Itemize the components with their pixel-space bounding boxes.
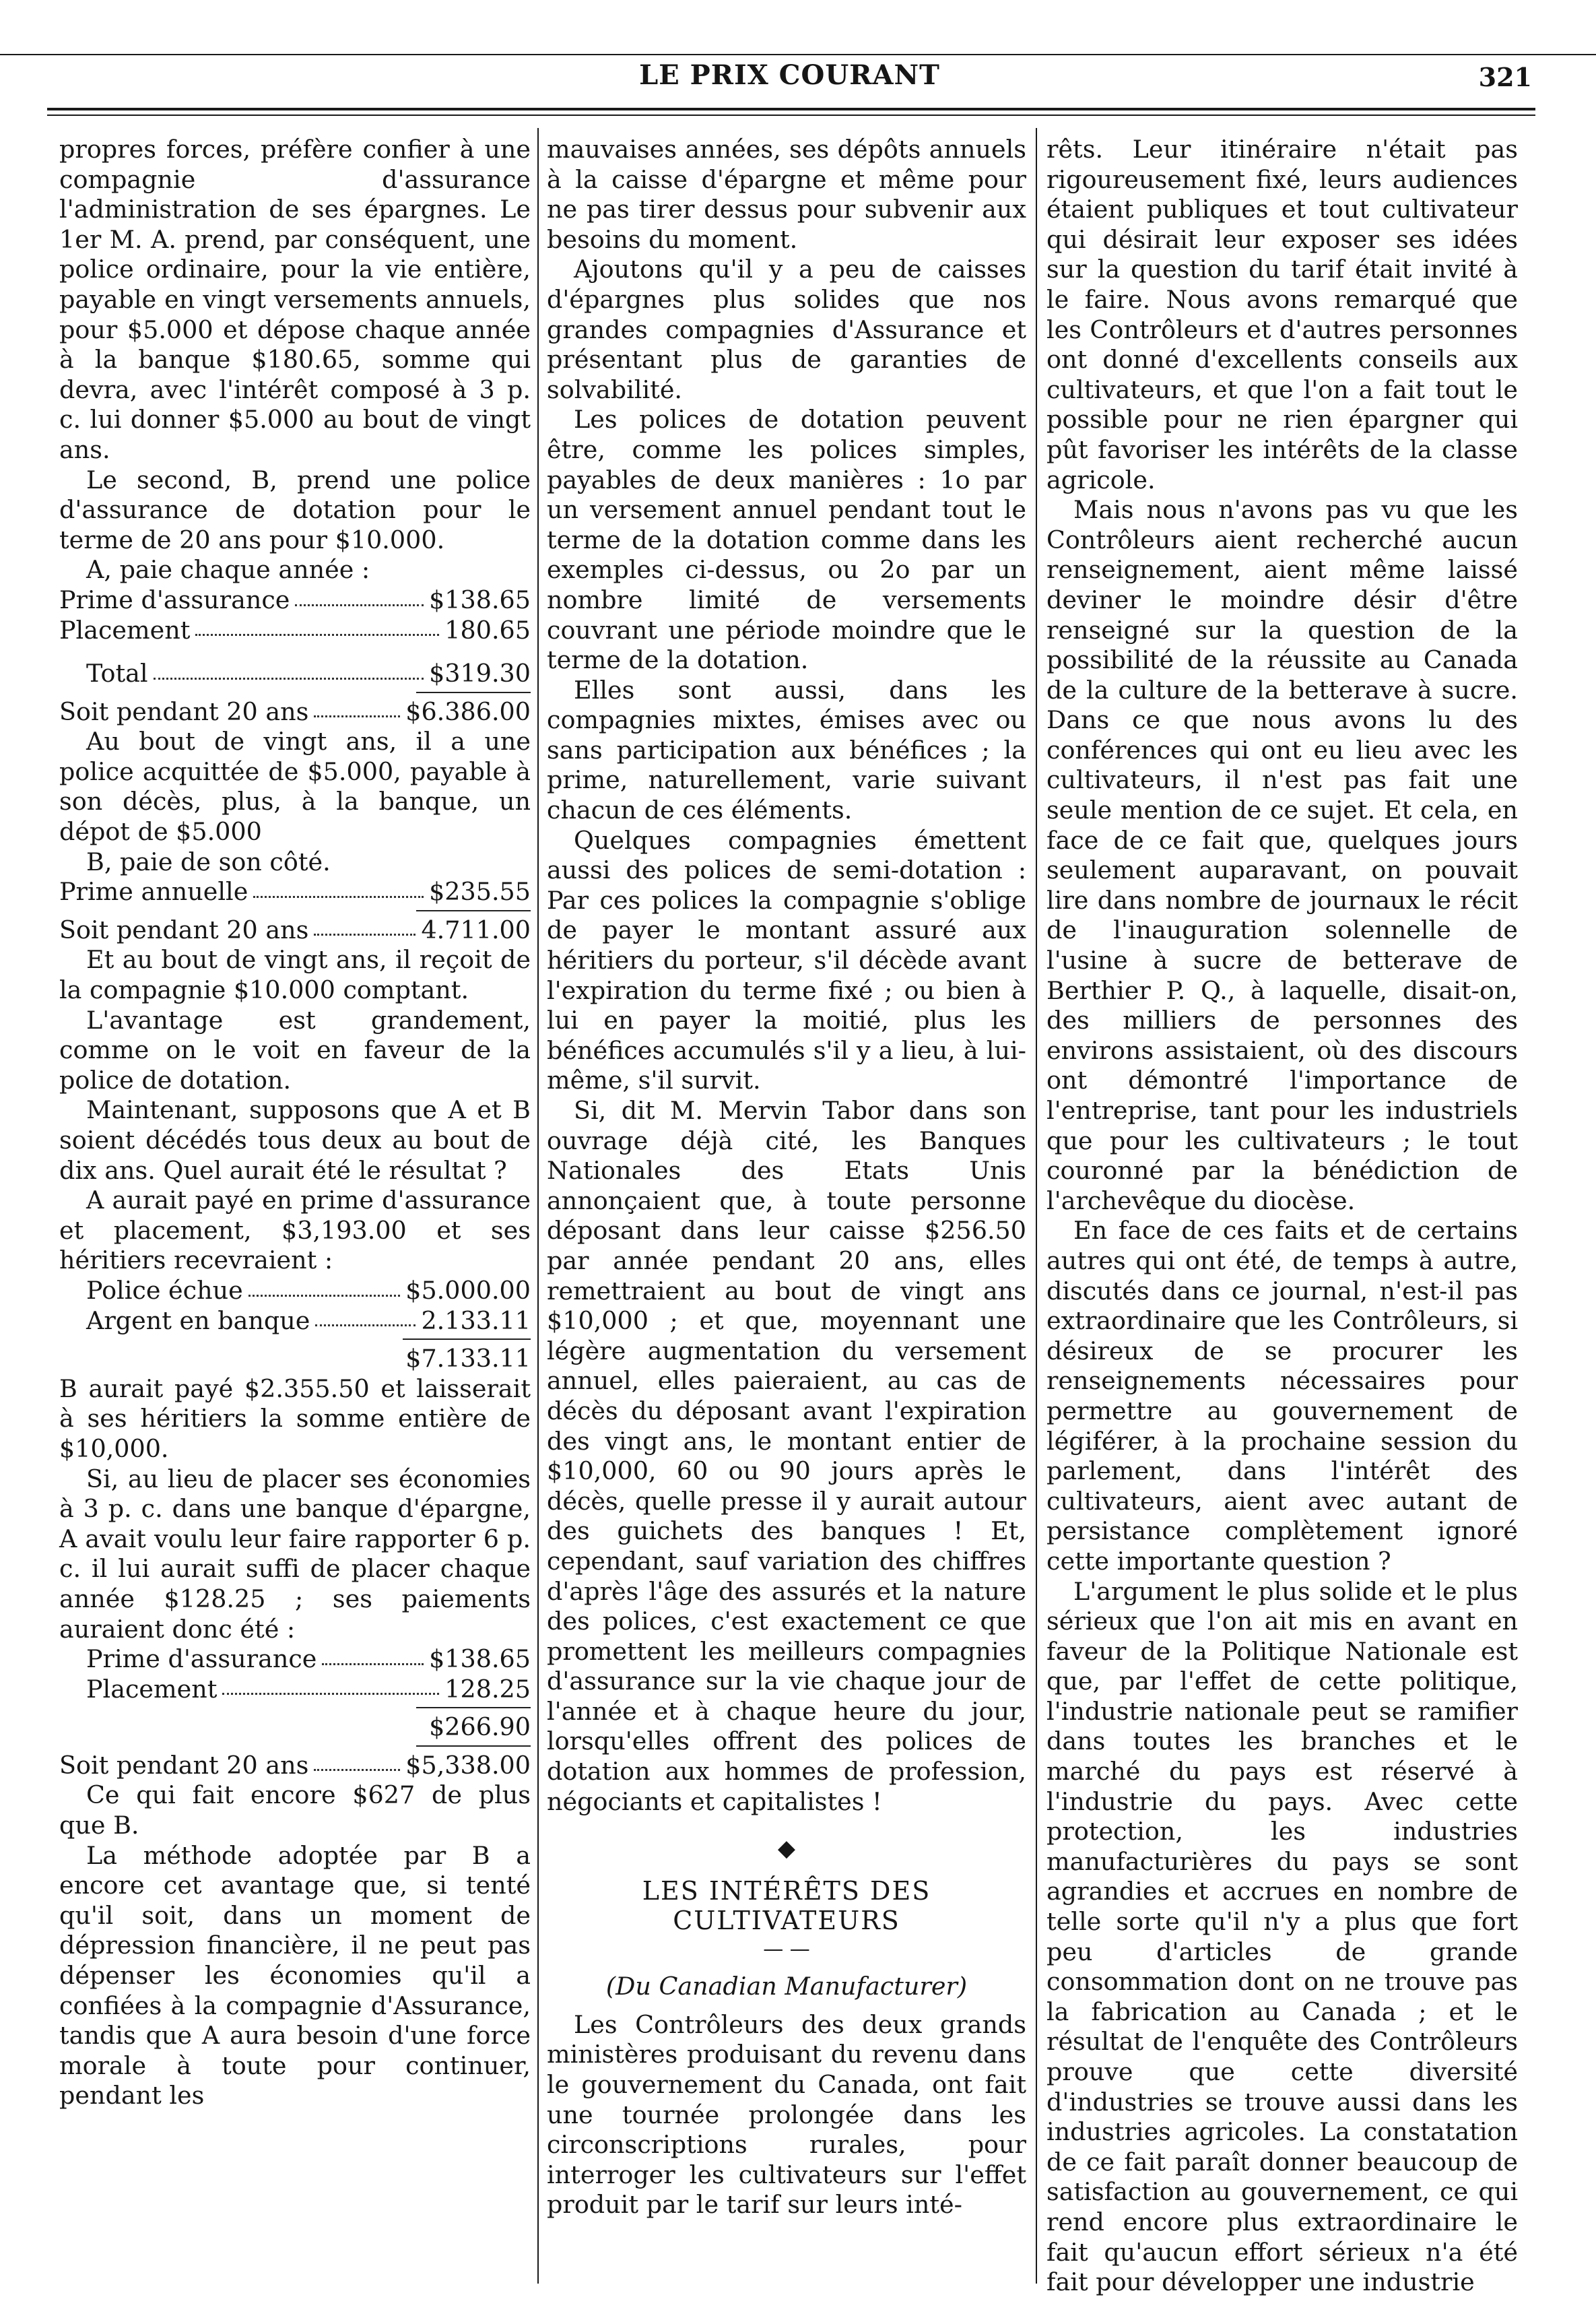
section-title: LES INTÉRÊTS DES CULTIVATEURS xyxy=(642,1876,931,1936)
paragraph: Si, dit M. Mervin Tabor dans son ouvrage déjà cité, les Banques Nationales des Etats Unis annonçaient que, à toute personne déposant dans leur caisse $256.50 par année pendant 20 ans, elles remettraient au bout de vingt ans $10,000 ; et que, moyennant une légère augmentation du versement annuel, elles paieraient, au cas de décès du déposant avant l'expiration des vingt ans, le montant entier de $10,000, 60 ou 90 jours après le décès, quelle presse il y aurait autour des guichets des banques ! Et, cependant, sauf variation des chiffres d'après l'âge des assurés et la nature des polices, c'est exactement ce que promettent les meilleurs compagnies d'assurance sur la vie chaque jour de l'année et à chaque heure du jour, lorsqu'elles offrent des polices de dotation aux hommes de profession, négociants et capitalistes ! xyxy=(547,1096,1026,1816)
ledger-label: Prime d'assurance xyxy=(59,585,290,614)
ledger-line xyxy=(59,915,531,946)
column-divider-1 xyxy=(537,128,539,2284)
ledger-line xyxy=(59,877,531,907)
paragraph: Et au bout de vingt ans, il reçoit de la compagnie $10.000 comptant. xyxy=(59,945,531,1005)
ledger-value: $5,338.00 xyxy=(405,1750,531,1780)
ledger-label: Soit pendant 20 ans xyxy=(59,1750,309,1780)
paragraph: Les Contrôleurs des deux grands ministères produisant du revenu dans le gouvernement du Canada, ont fait une tournée prolongée dans les circonscriptions rurales, pour interroger les cultivateurs sur l'effet produit par le tarif sur leurs inté- xyxy=(547,2009,1026,2220)
ledger-line xyxy=(59,1644,531,1675)
header-rule-thick xyxy=(47,108,1535,110)
diamond-ornament-icon: ◆ xyxy=(777,1835,796,1863)
ledger-value: $319.30 xyxy=(429,659,531,688)
top-rule xyxy=(0,54,1596,55)
source-credit: (Du Canadian Manufacturer) xyxy=(605,1972,968,2001)
paragraph: Les polices de dotation peuvent être, comme les polices simples, payables de deux manières : 1o par un versement annuel pendant tout le terme de la dotation comme dans les exemples ci-dessus, ou 2o par un nombre limité de versements couvrant une période moindre que le terme de la dotation. xyxy=(547,405,1026,675)
ledger-line xyxy=(59,616,531,646)
paragraph: Au bout de vingt ans, il a une police acquittée de $5.000, payable à son décès, plus, à la banque, un dépot de $5.000 xyxy=(59,727,531,847)
ledger-label: Prime d'assurance xyxy=(86,1644,317,1674)
ledger-line xyxy=(59,1306,531,1336)
paragraph: Maintenant, supposons que A et B soient décédés tous deux au bout de dix ans. Quel aurait été le résultat ? xyxy=(59,1095,531,1185)
column-2 xyxy=(547,135,1026,2220)
ledger-label: Placement xyxy=(59,615,191,645)
ledger-value: 2.133.11 xyxy=(421,1305,531,1335)
masthead-title: LE PRIX COURANT xyxy=(639,59,940,91)
section-dash: — — xyxy=(763,1937,810,1962)
paragraph: Ce qui fait encore $627 de plus que B. xyxy=(59,1780,531,1840)
ledger-line xyxy=(59,697,531,728)
page-header xyxy=(40,59,1539,100)
ledger-value: $138.65 xyxy=(429,1644,531,1674)
sum-rule xyxy=(416,1707,531,1712)
paragraph: propres forces, préfère confier à une compagnie d'assurance l'administration de ses épargnes. Le 1er M. A. prend, par conséquent, une police ordinaire, pour la vie entière, payable en vingt versements annuels, pour $5.000 et dépose chaque année à la banque $180.65, somme qui devra, avec l'intérêt composé à 3 p. c. lui donner $5.000 au bout de vingt ans. xyxy=(59,135,531,464)
paragraph: rêts. Leur itinéraire n'était pas rigoureusement fixé, leurs audiences étaient publiques et tout cultivateur qui désirait leur exposer ses idées sur la question du tarif était invité à le faire. Nous avons remarqué que les Contrôleurs et d'autres personnes ont donné d'excellents conseils aux cultivateurs, et que l'on a fait tout le possible pour ne rien épargner qui pût favoriser les intérêts de la classe agricole. xyxy=(1046,135,1518,494)
paragraph: La méthode adoptée par B a encore cet avantage que, si tenté qu'il soit, dans un moment de dépression financière, il ne peut pas dépenser les économies qu'il a confiées à la compagnie d'Assurance, tandis que A aura besoin d'une force morale à toute pour continuer, pendant les xyxy=(59,1840,531,2110)
ledger-label: Argent en banque xyxy=(86,1305,310,1335)
ledger-value: $138.65 xyxy=(429,585,531,614)
column-divider-2 xyxy=(1036,128,1037,2284)
column-3 xyxy=(1046,135,1518,2298)
ledger-value: 128.25 xyxy=(444,1674,531,1704)
sum-rule xyxy=(416,910,531,915)
paragraph: En face de ces faits et de certains autres qui ont été, de temps à autre, discutés dans ce journal, n'est-il pas extraordinaire que les Contrôleurs, si désireux de se procurer les renseignements nécessaires pour permettre au gouvernement de légiférer, à la prochaine session du parlement, dans l'intérêt des cultivateurs, aient avec autant de persistance complètement ignoré cette importante question ? xyxy=(1046,1216,1518,1576)
ledger-value: $5.000.00 xyxy=(405,1275,531,1305)
column-1 xyxy=(59,135,531,2111)
ledger-label: Total xyxy=(86,659,148,688)
paragraph: B aurait payé $2.355.50 et laisserait à ses héritiers la somme entière de $10,000. xyxy=(59,1374,531,1463)
ledger-line xyxy=(59,1751,531,1781)
ledger-total-value: $266.90 xyxy=(429,1712,531,1742)
ledger-label: Soit pendant 20 ans xyxy=(59,915,309,944)
sum-rule xyxy=(416,692,531,697)
ledger-label: Placement xyxy=(86,1674,218,1704)
ledger-label: Police échue xyxy=(86,1275,243,1305)
paragraph: mauvaises années, ses dépôts annuels à la caisse d'épargne et même pour ne pas tirer dessus pour subvenir aux besoins du moment. xyxy=(547,135,1026,254)
ledger-value: 180.65 xyxy=(444,615,531,645)
paragraph: Quelques compagnies émettent aussi des polices de semi-dotation : Par ces polices la compagnie s'oblige de payer le montant assuré aux héritiers du porteur, s'il décède avant l'expiration du terme fixé ; ou bien à lui en payer la moitié, plus les bénéfices accumulés s'il y a lieu, à lui-même, s'il survit. xyxy=(547,825,1026,1095)
ledger-label: Prime annuelle xyxy=(59,877,248,907)
sum-rule xyxy=(403,1338,531,1344)
paragraph: L'argument le plus solide et le plus sérieux que l'on ait mis en avant en faveur de la Politique Nationale est que, par l'effet de cette politique, l'industrie nationale peut se ramifier dans toutes les branches et le marché du pays est réservé à l'industrie du pays. Avec cette protection, les industries manufacturières du pays se sont agrandies et accrues en nombre de telle sorte qu'il n'y a plus que fort peu d'articles de grande consommation dont on ne trouve pas la fabrication au Canada ; et le résultat de l'enquête des Contrôleurs prouve que cette diversité d'industries se trouve aussi dans les industries agricoles. La constatation de ce fait paraît donner beaucoup de satisfaction au gouvernement, ce qui rend encore plus extraordinaire le fait qu'aucun effort sérieux n'a été fait pour développer une industrie xyxy=(1046,1576,1518,2297)
header-rule-thin xyxy=(47,115,1535,116)
paragraph: Ajoutons qu'il y a peu de caisses d'épargnes plus solides que nos grandes compagnies d'Assurance et présentant plus de garanties de solvabilité. xyxy=(547,255,1026,404)
paragraph: Si, au lieu de placer ses économies à 3 p. c. dans une banque d'épargne, A avait voulu leur faire rapporter 6 p. c. il lui aurait suffi de placer chaque année $128.25 ; ses paiements auraient donc été : xyxy=(59,1464,531,1644)
ledger-line xyxy=(59,585,531,616)
ledger-line xyxy=(59,1675,531,1705)
paragraph: Mais nous n'avons pas vu que les Contrôleurs aient recherché aucun renseignement, aient même laissé deviner le moindre désir d'être renseigné sur la question de la possibilité de la réussite au Canada de la culture de la betterave à sucre. Dans ce que nous avons lu des conférences qui ont eu lieu avec les cultivateurs, il n'est pas fait une seule mention de ce sujet. Et cela, en face de ce fait que, quelques jours seulement auparavant, on pouvait lire dans nombre de journaux le récit de l'inauguration solennelle de l'usine à sucre de betterave de Berthier P. Q., à laquelle, disait-on, des milliers de personnes des environs assistaient, où des discours ont démontré l'importance de l'entreprise, tant pour les industriels que pour les cultivateurs ; le tout couronné par la bénédiction de l'archevêque du diocèse. xyxy=(1046,495,1518,1215)
ledger-value: $235.55 xyxy=(429,877,531,907)
paragraph: Le second, B, prend une police d'assurance de dotation pour le terme de 20 ans pour $10.000. xyxy=(59,465,531,554)
paragraph: Elles sont aussi, dans les compagnies mixtes, émises avec ou sans participation aux bénéfices ; la prime, naturellement, varie suivant chacun de ces éléments. xyxy=(547,675,1026,825)
ledger-label: Soit pendant 20 ans xyxy=(59,697,309,726)
ledger-value: 4.711.00 xyxy=(421,915,531,944)
ledger-total-value: $7.133.11 xyxy=(405,1344,531,1374)
paragraph: B, paie de son côté. xyxy=(86,847,331,876)
paragraph: A, paie chaque année : xyxy=(86,555,370,585)
ledger-total xyxy=(59,659,531,689)
ledger-line xyxy=(59,1276,531,1306)
page-number: 321 xyxy=(1478,62,1532,92)
paragraph: A aurait payé en prime d'assurance et placement, $3,193.00 et ses héritiers recevraient : xyxy=(59,1186,531,1275)
paragraph: L'avantage est grandement, comme on le voit en faveur de la police de dotation. xyxy=(59,1005,531,1095)
ledger-value: $6.386.00 xyxy=(405,697,531,726)
sum-rule xyxy=(416,1745,531,1751)
